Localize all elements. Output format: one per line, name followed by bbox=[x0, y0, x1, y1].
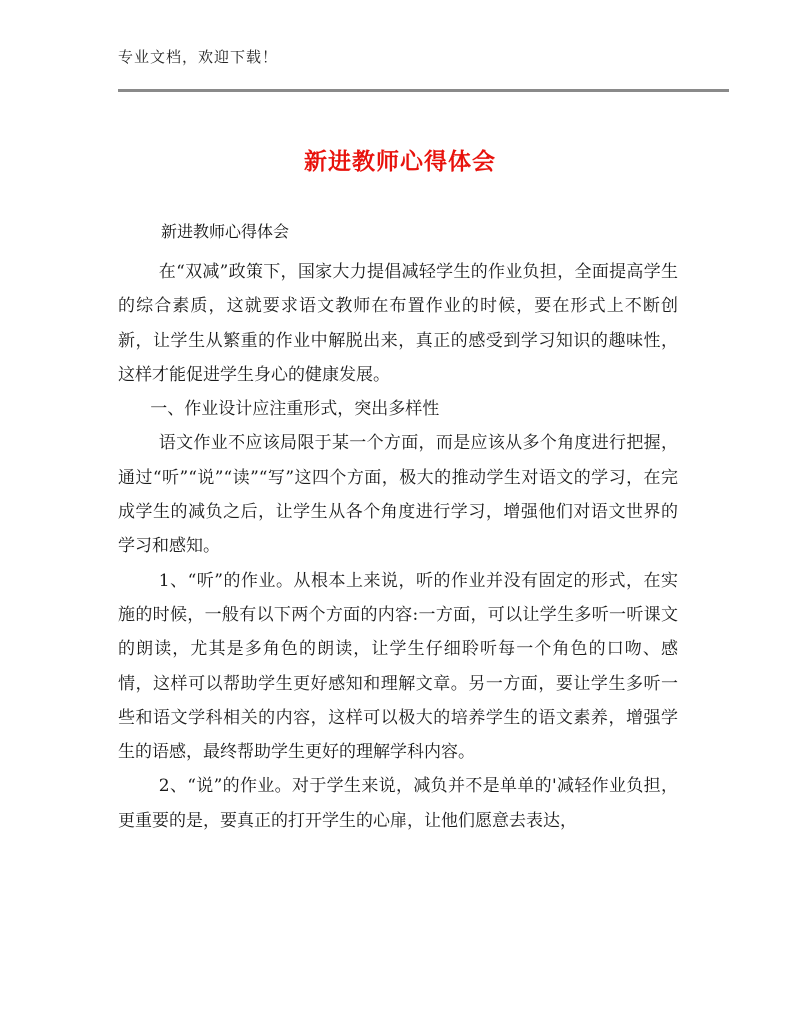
section-heading: 一、作业设计应注重形式，突出多样性 bbox=[150, 399, 440, 420]
document-subtitle: 新进教师心得体会 bbox=[161, 222, 290, 241]
document-title: 新进教师心得体会 bbox=[304, 149, 496, 175]
paragraph-listening: 1、“听”的作业。从根本上来说，听的作业并没有固定的形式，在实施的时候，一般有以下两个方面的内容:一方面，可以让学生多听一听课文的朗读，尤其是多角色的朗读，让学生仔细聆听每一个角色的口吻、感情，这样可以帮助学生更好感知和理解文章。另一方面，要让学生多听一些和语文学科相关的内容，这样可以极大的培养学生的语文素养，增强学生的语感，最终帮助学生更好的理解学科内容。 bbox=[118, 570, 678, 763]
page-header-text: 专业文档，欢迎下载！ bbox=[118, 48, 279, 66]
document-body bbox=[118, 255, 678, 838]
paragraph-speaking: 2、“说”的作业。对于学生来说，减负并不是单单的'减轻作业负担，更重要的是，要真正的打开学生的心扉，让他们愿意去表达， bbox=[118, 776, 678, 831]
paragraph-overview: 语文作业不应该局限于某一个方面，而是应该从多个角度进行把握，通过“听”“说”“读”“写”这四个方面，极大的推动学生对语文的学习，在完成学生的减负之后，让学生从各个角度进行学习，增强他们对语文世界的学习和感知。 bbox=[118, 433, 678, 557]
paragraph-intro: 在“双减”政策下，国家大力提倡减轻学生的作业负担，全面提高学生的综合素质，这就要求语文教师在布置作业的时候，要在形式上不断创新，让学生从繁重的作业中解脱出来，真正的感受到学习知识的趣味性，这样才能促进学生身心的健康发展。 bbox=[118, 262, 678, 385]
header-divider bbox=[118, 89, 729, 92]
